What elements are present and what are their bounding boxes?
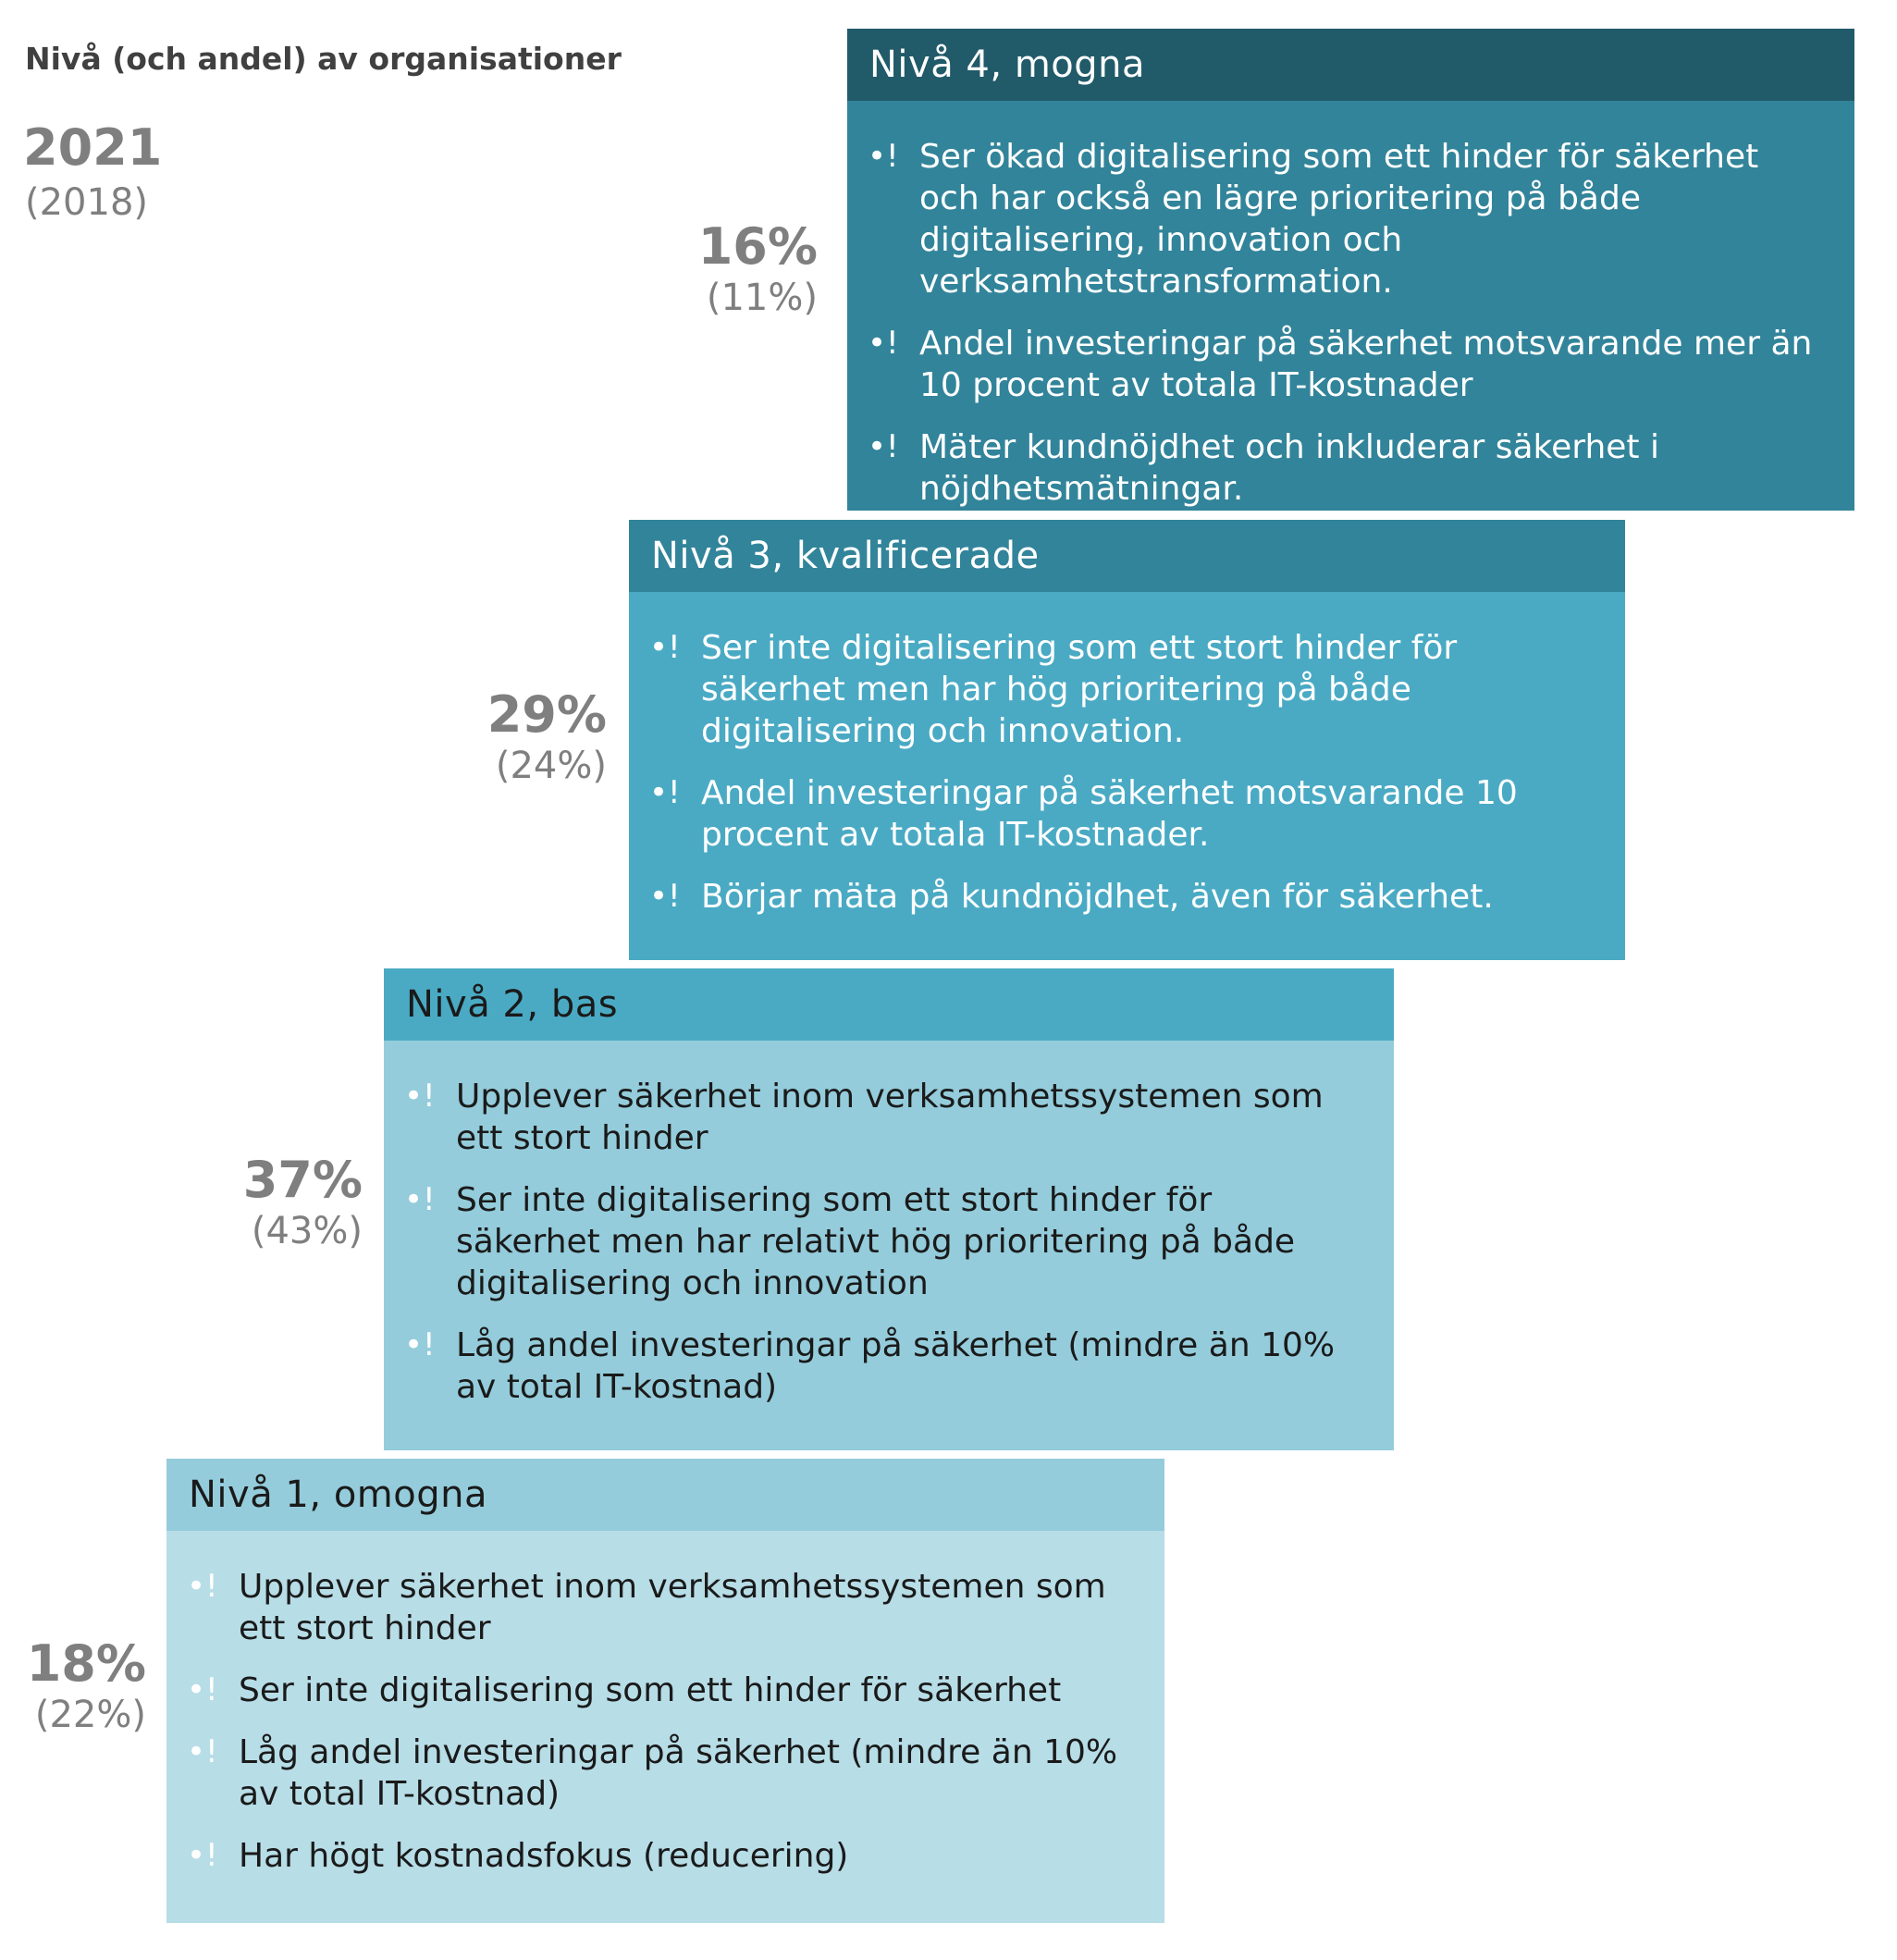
bullet-marker: •! [649, 774, 681, 811]
list-item [187, 1566, 1133, 1649]
level-3-bullets [629, 592, 1625, 956]
list-item [187, 1732, 1133, 1815]
bullet-text: Börjar mäta på kundnöjdhet, även för säkerhet. [701, 878, 1494, 916]
list-item [649, 876, 1594, 918]
level-2-box [384, 968, 1394, 1450]
level-4-title: Nivå 4, mogna [847, 29, 1854, 101]
bullet-text: Upplever säkerhet inom verksamhetssystemen som ett stort hinder [239, 1568, 1106, 1647]
level-4-share-current: 16% [697, 217, 818, 276]
legend-year-current: 2021 [23, 118, 163, 177]
bullet-marker: •! [649, 878, 681, 915]
level-4-box [847, 29, 1854, 511]
bullet-text: Ser inte digitalisering som ett stort hinder för säkerhet men har hög prioritering på både digitalisering och innovation. [701, 629, 1458, 750]
bullet-marker: •! [649, 629, 681, 666]
level-1-share-previous: (22%) [34, 1694, 146, 1736]
level-1-share-current: 18% [26, 1634, 146, 1693]
level-1-share [0, 1635, 146, 1737]
level-3-share-previous: (24%) [495, 745, 607, 787]
bullet-text: Ser inte digitalisering som ett stort hinder för säkerhet men har relativt hög prioritering på både digitalisering och innovation [456, 1181, 1296, 1302]
bullet-marker: •! [187, 1733, 218, 1770]
level-3-box [629, 520, 1625, 960]
list-item [187, 1835, 1133, 1877]
bullet-marker: •! [868, 325, 899, 362]
level-4-share-previous: (11%) [706, 277, 818, 319]
bullet-marker: •! [404, 1326, 436, 1363]
bullet-text: Andel investeringar på säkerhet motsvarande mer än 10 procent av totala IT-kostnader [919, 325, 1813, 404]
level-4-share [586, 218, 818, 320]
level-2-share-current: 37% [242, 1151, 363, 1209]
level-4-bullets [847, 101, 1854, 549]
bullet-marker: •! [187, 1568, 218, 1605]
bullet-text: Ser ökad digitalisering som ett hinder för säkerhet och har också en lägre prioritering på både digitalisering, innovation och verksamhetstransformation. [919, 138, 1759, 301]
bullet-text: Låg andel investeringar på säkerhet (mindre än 10% av total IT-kostnad) [456, 1326, 1336, 1406]
bullet-marker: •! [187, 1671, 218, 1708]
level-2-share-previous: (43%) [251, 1210, 363, 1252]
level-1-bullets [166, 1531, 1164, 1916]
level-3-share [376, 686, 607, 788]
legend-title: Nivå (och andel) av organisationer [25, 41, 622, 77]
bullet-marker: •! [404, 1078, 436, 1115]
level-2-title: Nivå 2, bas [384, 968, 1394, 1041]
bullet-marker: •! [404, 1181, 436, 1218]
list-item [404, 1325, 1362, 1408]
bullet-marker: •! [187, 1837, 218, 1874]
level-1-box [166, 1459, 1164, 1923]
list-item [404, 1076, 1362, 1159]
level-1-title: Nivå 1, omogna [166, 1459, 1164, 1531]
bullet-marker: •! [868, 428, 899, 465]
list-item [649, 772, 1594, 856]
level-2-bullets [384, 1041, 1394, 1447]
level-3-share-current: 29% [487, 685, 607, 744]
bullet-text: Låg andel investeringar på säkerhet (mindre än 10% av total IT-kostnad) [239, 1733, 1118, 1813]
bullet-text: Upplever säkerhet inom verksamhetssystemen som ett stort hinder [456, 1078, 1324, 1157]
bullet-text: Mäter kundnöjdhet och inkluderar säkerhet i nöjdhetsmätningar. [919, 428, 1659, 508]
bullet-marker: •! [868, 138, 899, 175]
level-3-title: Nivå 3, kvalificerade [629, 520, 1625, 592]
bullet-text: Andel investeringar på säkerhet motsvarande 10 procent av totala IT-kostnader. [701, 774, 1518, 854]
list-item [868, 323, 1823, 406]
bullet-text: Ser inte digitalisering som ett hinder för säkerhet [239, 1671, 1062, 1709]
list-item [868, 136, 1823, 302]
list-item [404, 1179, 1362, 1304]
level-2-share [131, 1152, 363, 1253]
list-item [868, 426, 1823, 510]
legend-year-previous: (2018) [25, 181, 149, 224]
list-item [187, 1670, 1133, 1711]
list-item [649, 627, 1594, 752]
bullet-text: Har högt kostnadsfokus (reducering) [239, 1837, 849, 1875]
